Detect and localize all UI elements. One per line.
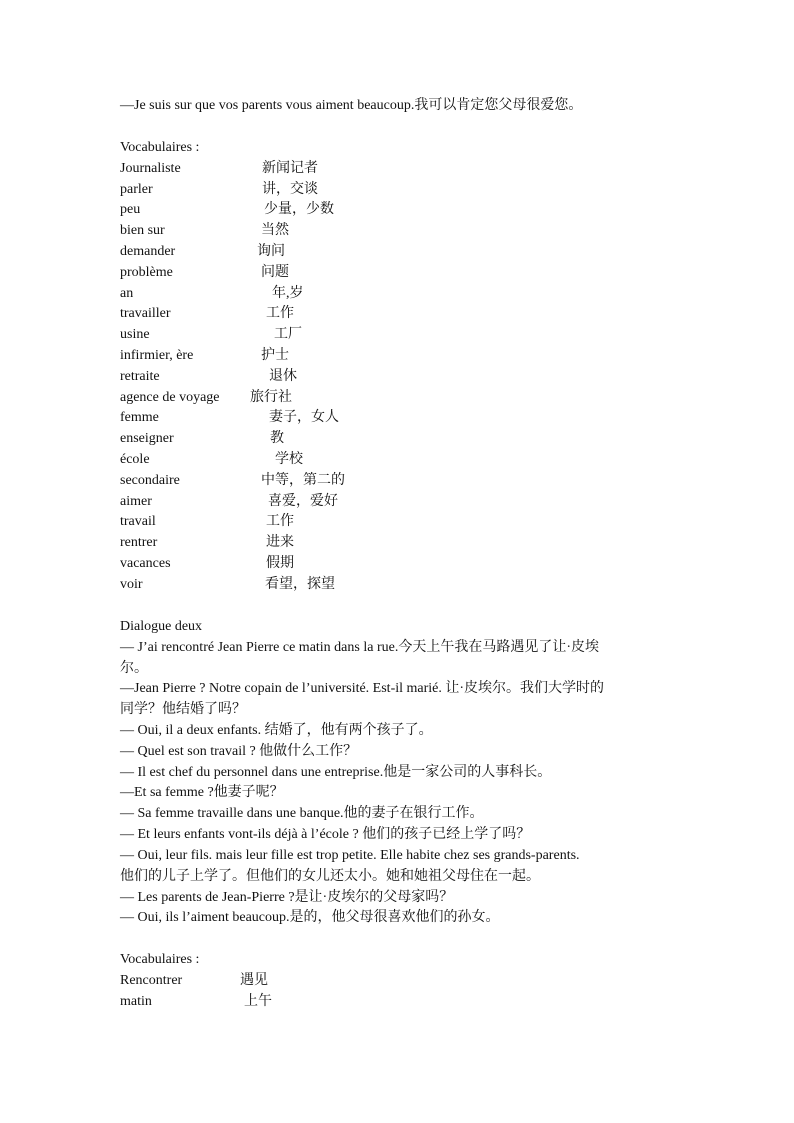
vocab-term: travail bbox=[120, 514, 156, 529]
vocab-row bbox=[120, 992, 272, 1012]
vocab-meaning: 工厂 bbox=[274, 327, 302, 342]
vocab-meaning: 进来 bbox=[266, 535, 294, 550]
vocab-row bbox=[120, 304, 294, 324]
vocab-row bbox=[120, 575, 335, 595]
vocab1-heading: Vocabulaires : bbox=[120, 140, 200, 155]
vocab-meaning: 上午 bbox=[244, 994, 272, 1009]
vocab-term: matin bbox=[120, 994, 152, 1009]
vocab-term: voir bbox=[120, 577, 143, 592]
vocab-term: enseigner bbox=[120, 431, 174, 446]
vocab-meaning: 问题 bbox=[261, 265, 289, 280]
vocab-row bbox=[120, 221, 289, 241]
vocab2-heading: Vocabulaires : bbox=[120, 952, 200, 967]
dialogue-line: —Jean Pierre ? Notre copain de l’université. Est-il marié. 让·皮埃尔。我们大学时的 bbox=[120, 681, 605, 696]
dialogue-line: 同学？他结婚了吗？ bbox=[120, 702, 246, 717]
vocab-meaning: 退休 bbox=[269, 369, 297, 384]
vocab-term: vacances bbox=[120, 556, 171, 571]
dialogue-line: — Oui, il a deux enfants. 结婚了，他有两个孩子了。 bbox=[120, 723, 433, 738]
vocab-term: parler bbox=[120, 182, 153, 197]
dialogue-line: 尔。 bbox=[120, 661, 148, 676]
vocab-term: usine bbox=[120, 327, 150, 342]
vocab-meaning: 假期 bbox=[266, 556, 294, 571]
vocab-row bbox=[120, 346, 289, 366]
intro-line: —Je suis sur que vos parents vous aiment beaucoup.我可以肯定您父母很爱您。 bbox=[120, 98, 583, 113]
dialogue-line: — Sa femme travaille dans une banque.他的妻子在银行工作。 bbox=[120, 806, 484, 821]
vocab-row bbox=[120, 471, 345, 491]
vocab-row bbox=[120, 242, 285, 262]
vocab-row bbox=[120, 408, 339, 428]
vocab-term: agence de voyage bbox=[120, 390, 220, 405]
vocab-row bbox=[120, 367, 297, 387]
vocab-term: problème bbox=[120, 265, 173, 280]
vocab-row bbox=[120, 200, 334, 220]
vocab-row bbox=[120, 533, 294, 553]
dialogue-line: — Quel est son travail ? 他做什么工作？ bbox=[120, 744, 358, 759]
vocab-meaning: 喜爱，爱好 bbox=[268, 494, 338, 509]
vocab-term: aimer bbox=[120, 494, 152, 509]
vocab-meaning: 新闻记者 bbox=[262, 161, 318, 176]
dialogue-line: — Les parents de Jean-Pierre ?是让·皮埃尔的父母家吗？ bbox=[120, 890, 454, 905]
dialogue-line: — J’ai rencontré Jean Pierre ce matin dans la rue.今天上午我在马路遇见了让·皮埃 bbox=[120, 640, 599, 655]
vocab-row bbox=[120, 284, 304, 304]
dialogue-line: — Oui, leur fils. mais leur fille est trop petite. Elle habite chez ses grands-parents. bbox=[120, 848, 580, 863]
vocab-meaning: 少量，少数 bbox=[264, 202, 334, 217]
vocab-meaning: 妻子，女人 bbox=[269, 410, 339, 425]
vocab-meaning: 中等，第二的 bbox=[261, 473, 345, 488]
vocab-term: rentrer bbox=[120, 535, 158, 550]
vocab-term: secondaire bbox=[120, 473, 180, 488]
vocab-row bbox=[120, 971, 268, 991]
dialogue-line: —Et sa femme ?他妻子呢？ bbox=[120, 785, 284, 800]
vocab-meaning: 看望，探望 bbox=[265, 577, 335, 592]
vocab-row bbox=[120, 492, 338, 512]
dialogue-line: — Il est chef du personnel dans une entreprise.他是一家公司的人事科长。 bbox=[120, 765, 552, 780]
vocab-term: Rencontrer bbox=[120, 973, 183, 988]
vocab-row bbox=[120, 429, 284, 449]
vocab-term: an bbox=[120, 286, 134, 301]
vocab-term: infirmier, ère bbox=[120, 348, 194, 363]
vocab-meaning: 教 bbox=[270, 431, 284, 446]
dialogue-heading: Dialogue deux bbox=[120, 619, 203, 634]
vocab-term: femme bbox=[120, 410, 159, 425]
vocab-meaning: 旅行社 bbox=[250, 390, 292, 405]
vocab-meaning: 遇见 bbox=[240, 973, 268, 988]
vocab-meaning: 年,岁 bbox=[272, 286, 304, 301]
vocab-term: Journaliste bbox=[120, 161, 181, 176]
dialogue-line: 他们的儿子上学了。但他们的女儿还太小。她和她祖父母住在一起。 bbox=[120, 869, 540, 884]
vocab-meaning: 学校 bbox=[275, 452, 303, 467]
vocab-row bbox=[120, 388, 292, 408]
vocab-meaning: 护士 bbox=[261, 348, 289, 363]
vocab-meaning: 工作 bbox=[266, 306, 294, 321]
vocab-term: école bbox=[120, 452, 150, 467]
vocab-meaning: 讲，交谈 bbox=[262, 182, 318, 197]
vocab-row bbox=[120, 512, 294, 532]
vocab-meaning: 当然 bbox=[261, 223, 289, 238]
vocab-row bbox=[120, 450, 303, 470]
vocab-term: demander bbox=[120, 244, 176, 259]
vocab-meaning: 工作 bbox=[266, 514, 294, 529]
vocab-term: bien sur bbox=[120, 223, 165, 238]
vocab-row bbox=[120, 180, 318, 200]
vocab-term: retraite bbox=[120, 369, 160, 384]
dialogue-line: — Et leurs enfants vont-ils déjà à l’école ? 他们的孩子已经上学了吗？ bbox=[120, 827, 531, 842]
vocab-meaning: 询问 bbox=[257, 244, 285, 259]
vocab-row bbox=[120, 554, 294, 574]
vocab-row bbox=[120, 159, 318, 179]
vocab-term: peu bbox=[120, 202, 141, 217]
vocab-row bbox=[120, 325, 302, 345]
vocab-term: travailler bbox=[120, 306, 171, 321]
dialogue-line: — Oui, ils l’aiment beaucoup.是的，他父母很喜欢他们的孙女。 bbox=[120, 910, 500, 925]
vocab-row bbox=[120, 263, 289, 283]
